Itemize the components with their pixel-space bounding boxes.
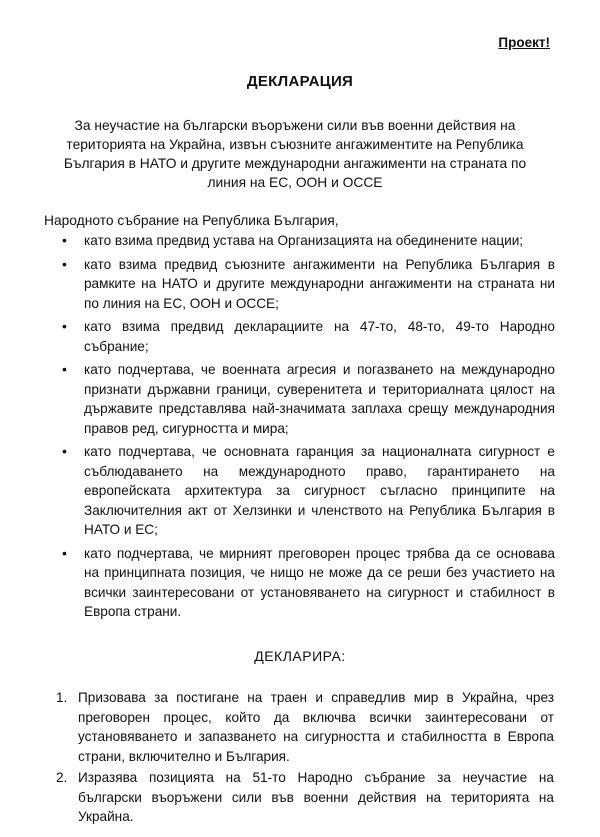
list-item	[60, 317, 555, 356]
bullet-icon: •	[62, 361, 67, 377]
considerations-list	[60, 231, 555, 626]
document-subtitle: За неучастие на български въоръжени сили във военни действия на територията на Украйна, извън съюзните ангажиментите на Република България в НАТО и другите международни ангажименти на страната по линия на ЕС, ООН и ОССЕ	[63, 118, 527, 190]
list-item	[60, 255, 555, 314]
declares-heading: ДЕКЛАРИРА:	[254, 648, 346, 664]
document-title: ДЕКЛАРАЦИЯ	[246, 73, 354, 90]
bullet-icon: •	[62, 255, 67, 272]
item-number: 2.	[56, 770, 68, 785]
list-item	[60, 442, 555, 540]
bullet-icon: •	[62, 232, 67, 248]
consideration-text: като взима предвид декларациите на 47-то, 48-то, 49-то Народно събрание;	[84, 319, 555, 354]
resolution-text: Призовава за постигане на траен и справедлив мир в Украйна, чрез преговорен процес, който да включва всички заинтересовани от установяването и запазването на сигурността и стабилността в Европа страни, включително и България.	[78, 690, 554, 764]
list-item	[56, 768, 554, 827]
consideration-text: като подчертава, че основната гаранция за националната сигурност е съблюдаването на международното право, гарантирането на европейската архитектура за сигурност съгласно принципите на Заключителния акт от Хелзинки и членството на Република България в НАТО и ЕС;	[84, 444, 555, 537]
resolutions-list	[56, 688, 554, 829]
consideration-text: като подчертава, че военната агресия и погазването на международно признати държавни граници, суверенитета и териториалната цялост на държавите представлява най-значимата заплаха срещу международния правов ред, сигурността и мира;	[84, 362, 555, 436]
list-item	[60, 231, 555, 251]
consideration-text: като взима предвид устава на Организацията на обединените нации;	[84, 233, 524, 248]
list-item	[60, 544, 555, 622]
list-item	[56, 688, 554, 766]
consideration-text: като подчертава, че мирният преговорен процес трябва да се основава на принципната позиция, че нищо не може да се реши без участието на всички заинтересовани от установяването на сигурност и стабилност в Европа страни.	[84, 545, 555, 619]
intro-line: Народното събрание на Република България,	[44, 213, 339, 228]
bullet-icon: •	[62, 544, 67, 561]
draft-label: Проект!	[498, 35, 550, 50]
item-number: 1.	[56, 690, 68, 705]
bullet-icon: •	[62, 318, 67, 334]
list-item	[60, 360, 555, 438]
consideration-text: като взима предвид съюзните ангажименти на Република България в рамките на НАТО и другите международни ангажименти на страната ни по линия на ЕС, ООН и ОССЕ;	[84, 256, 555, 311]
resolution-text: Изразява позицията на 51-то Народно събрание за неучастие на български въоръжени сили във военни действия на територията на Украйна.	[78, 770, 554, 824]
bullet-icon: •	[62, 443, 67, 459]
